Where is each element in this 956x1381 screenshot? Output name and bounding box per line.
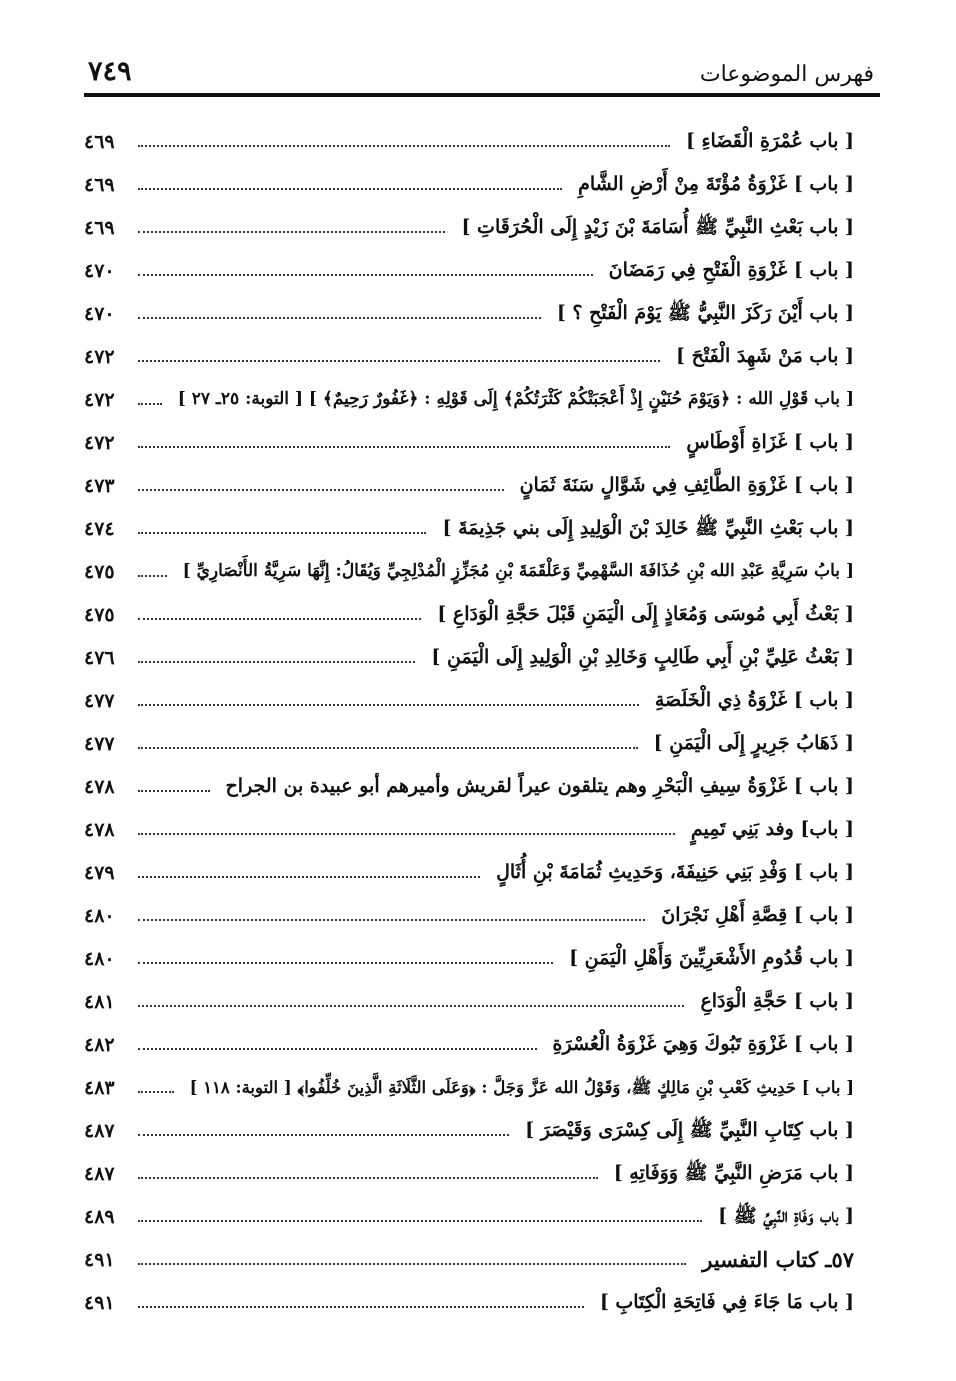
dot-leader	[138, 833, 675, 835]
toc-entry-page-number: ٤٧٠	[84, 259, 115, 282]
toc-entry-title: [ باب بَعْثِ النَّبِيِّ ﷺ خَالِدَ بْنَ الْوَلِيدِ إِلَى بني جَذِيمَةَ ]	[442, 517, 854, 539]
toc-entry-title: [ باب كِتَابِ النَّبِيِّ ﷺ إِلَى كِسْرَى وَقَيْصَرَ ]	[525, 1119, 854, 1141]
toc-entry-title: [ باب قُدُومِ الأَشْعَرِيِّينَ وَأَهْلِ الْيَمَنِ ]	[569, 947, 854, 969]
toc-entry	[84, 679, 854, 722]
dot-leader	[138, 274, 593, 276]
toc-entry-title: [ باب ] غَزْوَةُ ذِي الْخَلَصَةِ	[654, 689, 854, 711]
toc-entry	[84, 980, 854, 1023]
toc-entry-page-number: ٤٨٩	[84, 1205, 115, 1228]
toc-entry	[84, 722, 854, 765]
page-number: ٧٤٩	[88, 56, 132, 87]
toc-entry	[84, 1281, 854, 1324]
toc-entry-page-number: ٤٧٢	[84, 388, 115, 411]
dot-leader	[138, 1220, 702, 1222]
toc-entry-page-number: ٤٧٨	[84, 775, 115, 798]
toc-entry-title: [ باب مَنْ شَهِدَ الْفَتْحَ ]	[676, 345, 854, 367]
table-of-contents	[84, 120, 854, 1324]
toc-entry-page-number: ٤٦٩	[84, 173, 115, 196]
dot-leader	[138, 1048, 537, 1050]
dot-leader	[138, 1263, 686, 1265]
toc-entry-title: [ باب وَفَاةِ النَّبِيِّ ﷺ ]	[718, 1205, 854, 1227]
toc-entry	[84, 378, 854, 421]
toc-entry-page-number: ٤٩١	[84, 1291, 115, 1314]
toc-entry	[84, 808, 854, 851]
dot-leader	[138, 188, 562, 190]
toc-entry-page-number: ٤٧٦	[84, 646, 115, 669]
toc-entry	[84, 1066, 854, 1109]
dot-leader	[138, 1005, 684, 1007]
toc-entry-page-number: ٤٧٢	[84, 431, 115, 454]
toc-entry-title: [ بَعْثُ أَبِي مُوسَى وَمُعَاذٍ إِلَى الْيَمَنِ قَبْلَ حَجَّةِ الْوَدَاعِ ]	[437, 603, 854, 625]
toc-entry-title: [ باب ] حَدِيثِ كَعْبِ بْنِ مَالِكٍ ﷺ، وَقَوْلُ الله عَزَّ وَجَلَّ : ﴿وَعَلَى الثَّلَاثَةِ الَّذِينَ خُلِّفُوا﴾ [ التوبة: ١١٨ ]	[189, 1078, 854, 1097]
toc-entry-page-number: ٤٨٠	[84, 904, 115, 927]
toc-entry-title: [ باب عُمْرَةِ الْقَضَاءِ ]	[685, 130, 854, 152]
header-rule	[84, 93, 880, 97]
dot-leader	[138, 446, 670, 448]
dot-leader	[138, 790, 210, 792]
dot-leader	[138, 1134, 509, 1136]
toc-entry-title: [ ذَهَابُ جَرِيرٍ إِلَى الْيَمَنِ ]	[653, 732, 854, 754]
toc-entry-title: [ باب ] غَزْوَةِ تَبُوكَ وَهِيَ غَزْوَةُ الْعُسْرَةِ	[552, 1033, 854, 1055]
toc-entry	[84, 464, 854, 507]
dot-leader	[138, 704, 639, 706]
toc-entry	[84, 1195, 854, 1238]
toc-entry	[84, 292, 854, 335]
toc-entry-page-number: ٤٧٥	[84, 603, 115, 626]
toc-entry-page-number: ٤٧٥	[84, 560, 115, 583]
toc-entry-page-number: ٤٨٢	[84, 1033, 115, 1056]
toc-entry-page-number: ٤٨١	[84, 990, 115, 1013]
toc-entry	[84, 335, 854, 378]
toc-entry-title: ٥٧ـ كتاب التفسير	[702, 1247, 854, 1272]
toc-entry	[84, 249, 854, 292]
toc-chapter-heading	[84, 1238, 854, 1281]
toc-entry	[84, 1023, 854, 1066]
toc-entry-title: [ باب ] وَفْدِ بَنِي حَنِيفَةَ، وَحَدِيثِ ثُمَامَةَ بْنِ أُثَالٍ	[496, 861, 854, 883]
dot-leader	[138, 962, 553, 964]
toc-entry-title: [ باب ] غَزْوَةُ سِيفِ الْبَحْرِ وهم يتلقون عيراً لقريش وأميرهم أبو عبيدة بن الجراح	[225, 775, 854, 797]
dot-leader	[138, 403, 162, 405]
toc-entry	[84, 206, 854, 249]
toc-entry	[84, 851, 854, 894]
toc-entry-page-number: ٤٨٠	[84, 947, 115, 970]
toc-entry	[84, 636, 854, 679]
toc-entry	[84, 507, 854, 550]
toc-entry	[84, 593, 854, 636]
toc-entry	[84, 894, 854, 937]
running-header-title: فهرس الموضوعات	[699, 62, 874, 87]
dot-leader	[138, 876, 480, 878]
toc-entry-title: [ باب بَعْثِ النَّبِيِّ ﷺ أُسَامَةَ بْنَ زَيْدٍ إِلَى الْحُرَقَاتِ ]	[461, 216, 854, 238]
toc-entry-title: [ باب ] قِصَّةِ أَهْلِ نَجْرَانَ	[661, 904, 854, 926]
toc-entry-title: [ باب مَرَضِ النَّبِيِّ ﷺ وَوَفَاتِهِ ]	[613, 1162, 854, 1184]
dot-leader	[138, 489, 504, 491]
dot-leader	[138, 231, 445, 233]
toc-entry-page-number: ٤٧٧	[84, 689, 115, 712]
toc-entry-title: [ باب ] غَزَاةِ أَوْطَاسٍ	[686, 431, 854, 453]
toc-entry	[84, 550, 854, 593]
toc-entry-title: [ باب ] حَجَّةِ الْوَدَاعِ	[700, 990, 854, 1012]
toc-entry-title: [ باب قَوْلِ الله : ﴿وَيَوْمَ حُنَيْنٍ إِذْ أَعْجَبَتْكُمْ كَثْرَتُكُمْ﴾ إِلَى قَوْلِهِ : ﴿غَفُورٌ رَحِيمٌ﴾ ] [ التوبة: ٢٥ـ ٢٧ ]	[177, 389, 854, 409]
dot-leader	[138, 145, 670, 147]
toc-entry-title: [ بَعْثُ عَلِيِّ بْنِ أَبِي طَالِبٍ وَخَالِدِ بْنِ الْوَلِيدِ إِلَى الْيَمَنِ ]	[431, 646, 854, 668]
toc-entry	[84, 1109, 854, 1152]
dot-leader	[138, 317, 541, 319]
toc-entry-page-number: ٤٧٢	[84, 345, 115, 368]
toc-entry-page-number: ٤٧٣	[84, 474, 115, 497]
dot-leader	[138, 618, 421, 620]
dot-leader	[138, 575, 167, 577]
toc-entry-page-number: ٤٦٩	[84, 130, 115, 153]
toc-entry	[84, 937, 854, 980]
toc-entry-page-number: ٤٨٧	[84, 1119, 115, 1142]
toc-entry-title: [ بابُ سَرِيَّةِ عَبْدِ الله بْنِ حُذَافَةَ السَّهْمِيِّ وَعَلْقَمَةَ بْنِ مُجَزِّزٍ الْمُدْلِجِيِّ وَيُقَالُ: إِنَّهَا سَرِيَّةُ الأَنْصَارِيِّ ]	[182, 561, 854, 581]
dot-leader	[138, 1306, 584, 1308]
page-header	[84, 52, 880, 92]
toc-entry-page-number: ٤٧٨	[84, 818, 115, 841]
toc-entry-page-number: ٤٧٩	[84, 861, 115, 884]
toc-entry-page-number: ٤٨٣	[84, 1076, 115, 1099]
toc-entry-page-number: ٤٧٠	[84, 302, 115, 325]
dot-leader	[138, 532, 426, 534]
dot-leader	[138, 661, 415, 663]
toc-entry-page-number: ٤٨٧	[84, 1162, 115, 1185]
dot-leader	[138, 360, 660, 362]
dot-leader	[138, 747, 638, 749]
toc-entry	[84, 421, 854, 464]
toc-entry	[84, 120, 854, 163]
toc-entry-title: [ باب ] غَزْوَةِ الطَّائِفِ فِي شَوَّالٍ سَنَةَ ثَمَانٍ	[519, 474, 854, 496]
toc-entry-page-number: ٤٧٧	[84, 732, 115, 755]
toc-entry-page-number: ٤٦٩	[84, 216, 115, 239]
toc-entry-title: [ باب] وفد بَنِي تَمِيمٍ	[690, 818, 854, 840]
toc-entry	[84, 163, 854, 206]
toc-entry-title: [ باب مَا جَاءَ فِي فَاتِحَةِ الْكِتَابِ ]	[599, 1291, 854, 1313]
toc-entry-title: [ باب أَيْنَ رَكَزَ النَّبِيُّ ﷺ يَوْمَ الْفَتْحِ ؟ ]	[556, 302, 854, 324]
toc-entry-page-number: ٤٧٤	[84, 517, 115, 540]
dot-leader	[138, 1091, 174, 1093]
toc-entry-page-number: ٤٩١	[84, 1248, 115, 1271]
dot-leader	[138, 919, 645, 921]
toc-entry-title: [ باب ] غَزْوَةُ مُؤْتَةَ مِنْ أَرْضِ الشَّامِ	[578, 173, 854, 195]
toc-entry	[84, 765, 854, 808]
toc-entry-title: [ باب ] غَزْوَةِ الْفَتْحِ فِي رَمَضَانَ	[608, 259, 854, 281]
toc-entry	[84, 1152, 854, 1195]
dot-leader	[138, 1177, 598, 1179]
